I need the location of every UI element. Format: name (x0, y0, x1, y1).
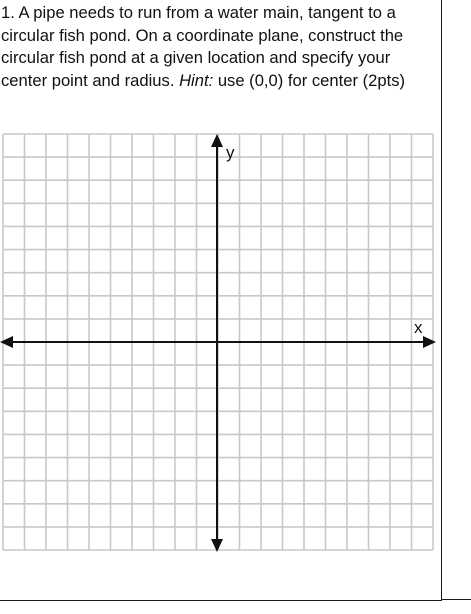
question-text (1, 2, 437, 92)
axes (0, 134, 436, 552)
y-axis-label: y (226, 143, 235, 162)
question-number: 1. (1, 3, 15, 22)
hint-label: Hint: (179, 70, 214, 90)
table-border-line (442, 599, 471, 600)
question-body: A pipe needs to run from a water main, tangent to a circular fish pond. On a coordinate plane, construct the circular fish pond at a given location and specify your center point and radius. (1, 3, 404, 90)
x-axis-left-arrow (0, 336, 13, 348)
y-axis-top-arrow (211, 134, 223, 147)
x-axis-label: x (414, 318, 423, 337)
coordinate-plane[interactable] (0, 130, 442, 560)
hint-text: use (0,0) for center (2pts) (217, 70, 406, 90)
x-axis-right-arrow (423, 336, 436, 348)
